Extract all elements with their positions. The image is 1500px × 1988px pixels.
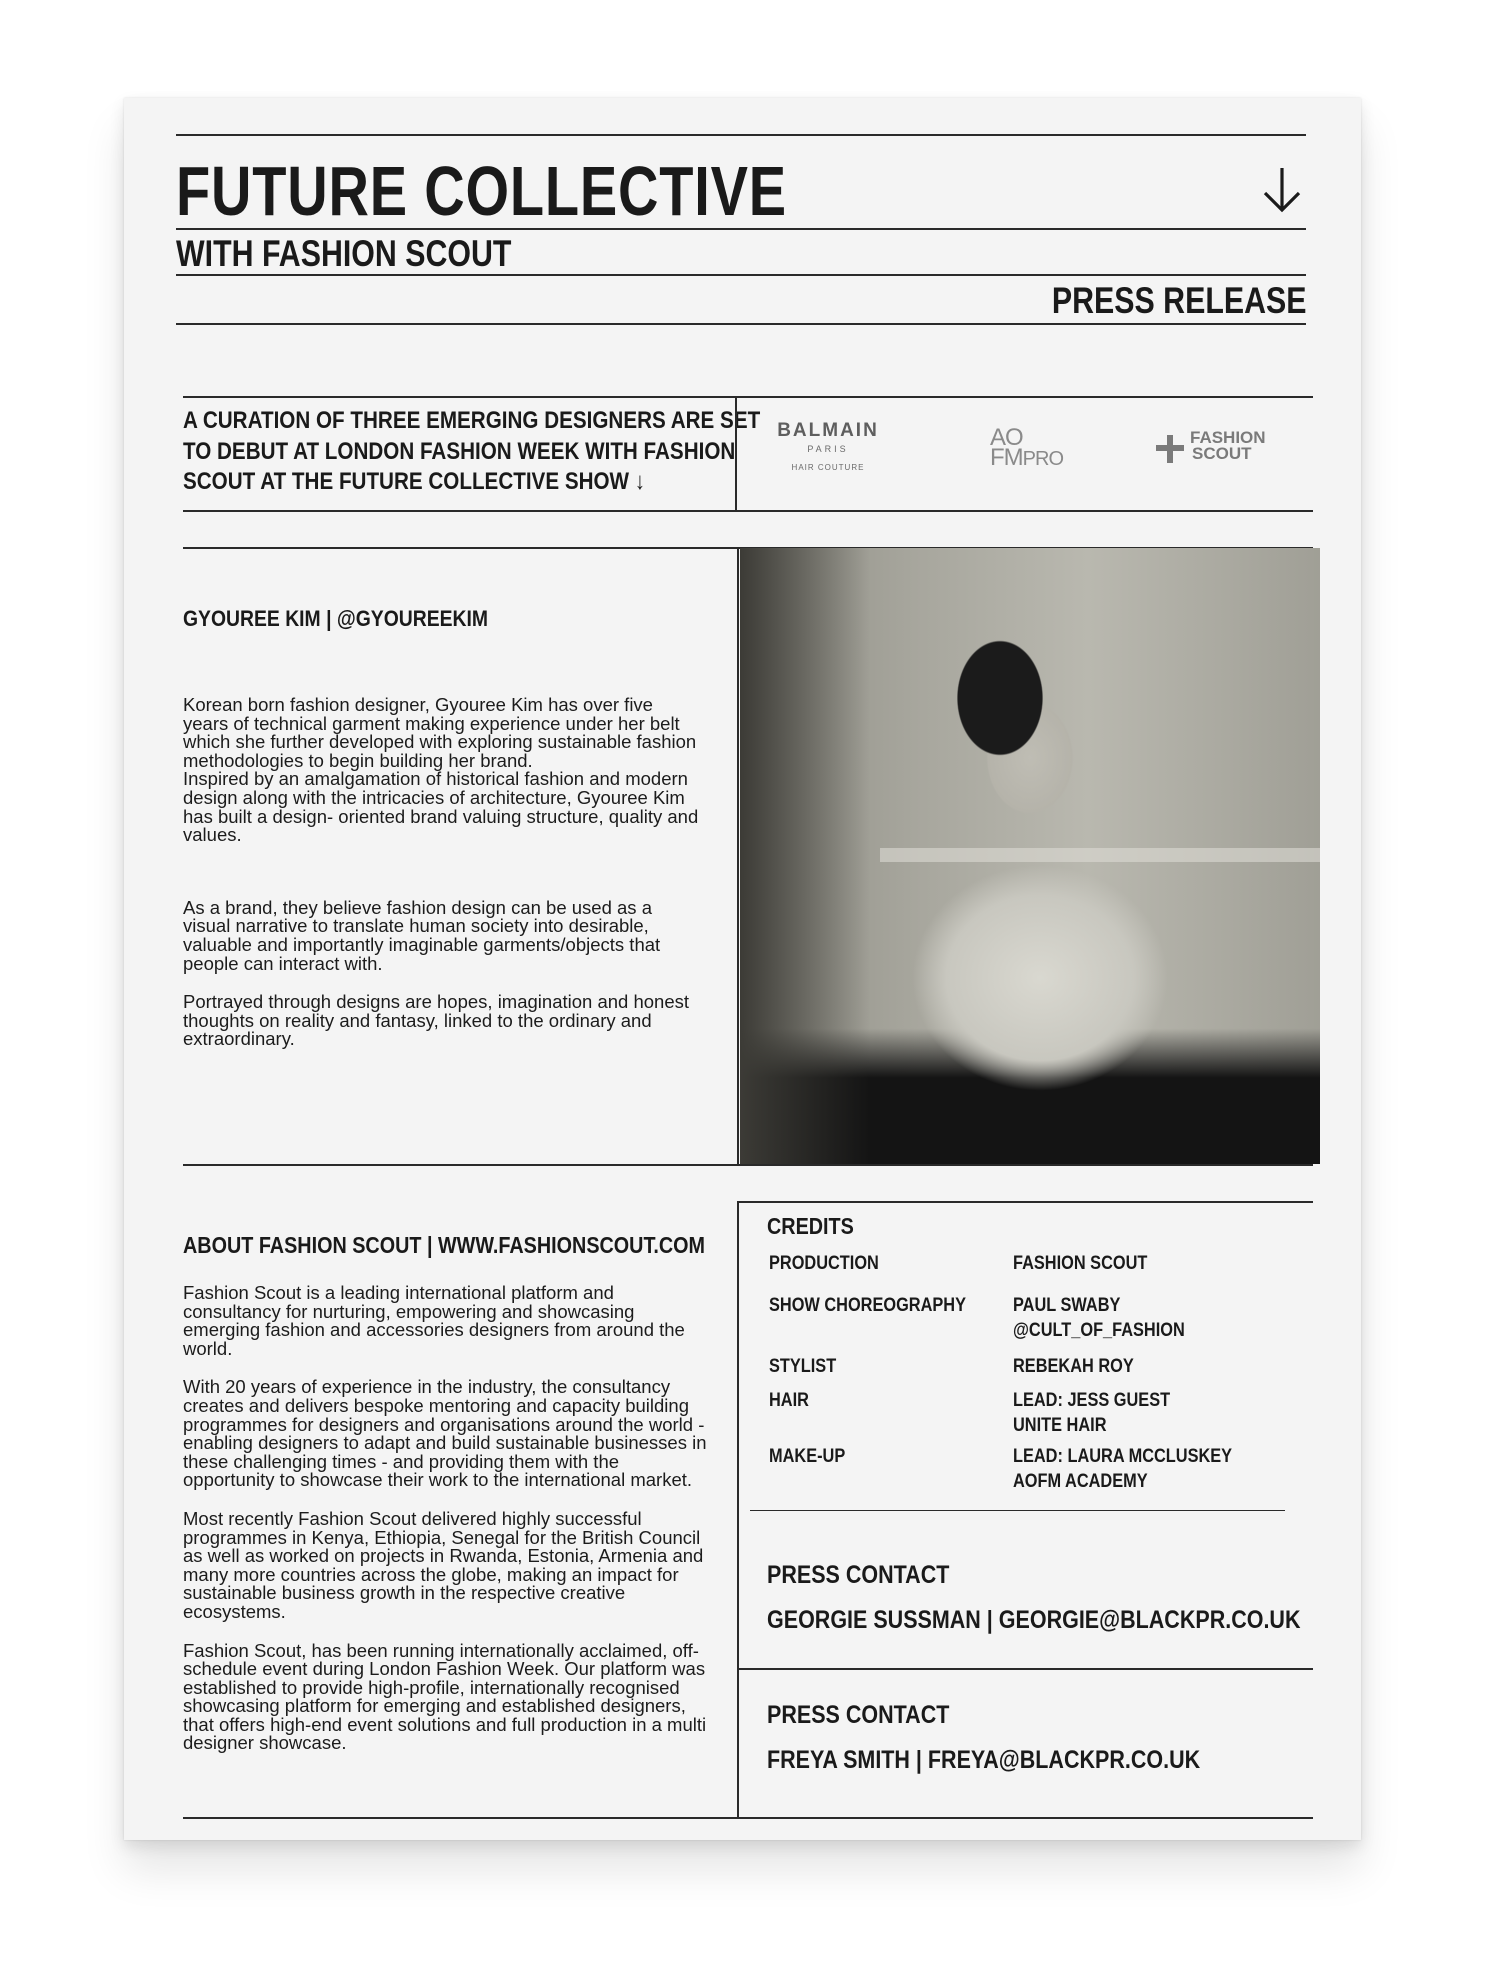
credit-name: @CULT_OF_FASHION <box>1013 1320 1185 1341</box>
fashion-scout-logo-line2: SCOUT <box>1192 444 1252 463</box>
credit-name: AOFM ACADEMY <box>1013 1471 1148 1492</box>
plus-icon <box>1154 433 1186 465</box>
page-title: FUTURE COLLECTIVE <box>176 152 787 230</box>
rule-contact-divider <box>738 1668 1313 1670</box>
credit-role: HAIR <box>769 1390 809 1411</box>
credit-name: PAUL SWABY <box>1013 1295 1121 1316</box>
designer-paragraph: As a brand, they believe fashion design can be used as a visual narrative to translate human society into desirable, valuable and importantly imaginable garments/objects that people can interact with. <box>183 896 661 974</box>
press-contact-value: FREYA SMITH | FREYA@BLACKPR.CO.UK <box>767 1746 1201 1774</box>
balmain-logo-city: PARIS <box>807 444 849 454</box>
credit-role: PRODUCTION <box>769 1253 879 1274</box>
press-contact-heading: PRESS CONTACT <box>767 1701 950 1729</box>
intro-text <box>183 406 761 498</box>
rule-lower-top <box>738 1201 1313 1203</box>
balmain-logo <box>772 420 884 472</box>
rule-intro-top <box>183 396 1313 398</box>
about-paragraph: Fashion Scout is a leading international platform and consultancy for nurturing, empowering and showcasing emerging fashion and accessories designers from around the world. <box>183 1282 685 1359</box>
about-paragraph: Fashion Scout, has been running internationally acclaimed, off-schedule event during London Fashion Week. Our platform was established to provide high-profile, internationally recognised showcasing platform for emerging and established designers, that offers high-end event solutions and full production in a multi designer showcase. <box>183 1639 707 1754</box>
intro-line: A CURATION OF THREE EMERGING DESIGNERS ARE SET <box>183 407 761 434</box>
fashion-scout-logo-text <box>1190 430 1266 462</box>
credits-heading: CREDITS <box>767 1213 854 1239</box>
aofm-pro-logo <box>990 424 1063 471</box>
about-text <box>183 1284 713 1753</box>
designer-bio <box>183 696 703 1049</box>
credit-role: MAKE-UP <box>769 1446 846 1467</box>
designer-heading: GYOUREE KIM | @GYOUREEKIM <box>183 606 489 631</box>
rule-header-bottom <box>176 323 1306 325</box>
press-contact-value: GEORGIE SUSSMAN | GEORGIE@BLACKPR.CO.UK <box>767 1606 1301 1634</box>
aofm-logo-line1: AO <box>990 424 1023 451</box>
rule-bottom <box>183 1817 1313 1819</box>
credit-name: LEAD: JESS GUEST <box>1013 1390 1171 1411</box>
aofm-logo-line2: FM <box>990 444 1023 471</box>
credit-role: STYLIST <box>769 1356 837 1377</box>
credit-name: LEAD: LAURA MCCLUSKEY <box>1013 1446 1233 1467</box>
doc-type-label: PRESS RELEASE <box>1051 280 1306 321</box>
intro-divider <box>735 396 737 510</box>
balmain-logo-name: BALMAIN <box>777 420 879 441</box>
about-paragraph: With 20 years of experience in the industry, the consultancy creates and delivers bespoke mentoring and capacity building programmes for designers and organisations around the world - enabling designers to adapt and build sustainable businesses in these challenging times - and providing them with the opportunity to showcase their work to the international market. <box>183 1376 707 1491</box>
arrow-down-icon <box>1260 166 1304 214</box>
fashion-scout-logo-line1: FASHION <box>1190 428 1266 447</box>
about-heading: ABOUT FASHION SCOUT | WWW.FASHIONSCOUT.COM <box>183 1232 706 1258</box>
rule-designer-bottom <box>183 1164 1313 1166</box>
designer-portrait-image <box>740 548 1320 1164</box>
page-subtitle: WITH FASHION SCOUT <box>176 233 512 274</box>
lower-divider <box>737 1201 739 1817</box>
balmain-logo-tagline: HAIR COUTURE <box>791 463 865 472</box>
rule-top <box>176 134 1306 136</box>
rule-credits-bottom <box>750 1510 1285 1511</box>
credit-name: FASHION SCOUT <box>1013 1253 1148 1274</box>
credit-name: REBEKAH ROY <box>1013 1356 1134 1377</box>
press-release-sheet <box>124 98 1361 1840</box>
credit-name: UNITE HAIR <box>1013 1415 1107 1436</box>
rule-title <box>176 228 1306 230</box>
intro-line: SCOUT AT THE FUTURE COLLECTIVE SHOW ↓ <box>183 468 646 495</box>
credit-role: SHOW CHOREOGRAPHY <box>769 1295 967 1316</box>
intro-line: TO DEBUT AT LONDON FASHION WEEK WITH FASHION <box>183 437 736 465</box>
designer-paragraph: Korean born fashion designer, Gyouree Kim has over five years of technical garment making experience under her belt which she further developed with exploring sustainable fashion methodologies to begin building her brand. Inspired by an amalgamation of historical fashion and modern design along with the intricacies of architecture, Gyouree Kim has built a design- oriented brand valuing structure, quality and values. <box>183 694 699 846</box>
rule-intro-bottom <box>183 510 1313 512</box>
photo-frame-left <box>737 547 739 1165</box>
rule-subtitle <box>176 274 1306 276</box>
designer-paragraph: Portrayed through designs are hopes, imagination and honest thoughts on reality and fantasy, linked to the ordinary and extraordinary. <box>183 991 690 1050</box>
press-contact-heading: PRESS CONTACT <box>767 1561 950 1589</box>
about-paragraph: Most recently Fashion Scout delivered highly successful programmes in Kenya, Ethiopia, Senegal for the British Council as well as worked on projects in Rwanda, Estonia, Armenia and many more countries across the globe, making an impact for sustainable business growth in the respective creative ecosystems. <box>183 1507 704 1622</box>
aofm-logo-suffix: PRO <box>1022 448 1063 470</box>
